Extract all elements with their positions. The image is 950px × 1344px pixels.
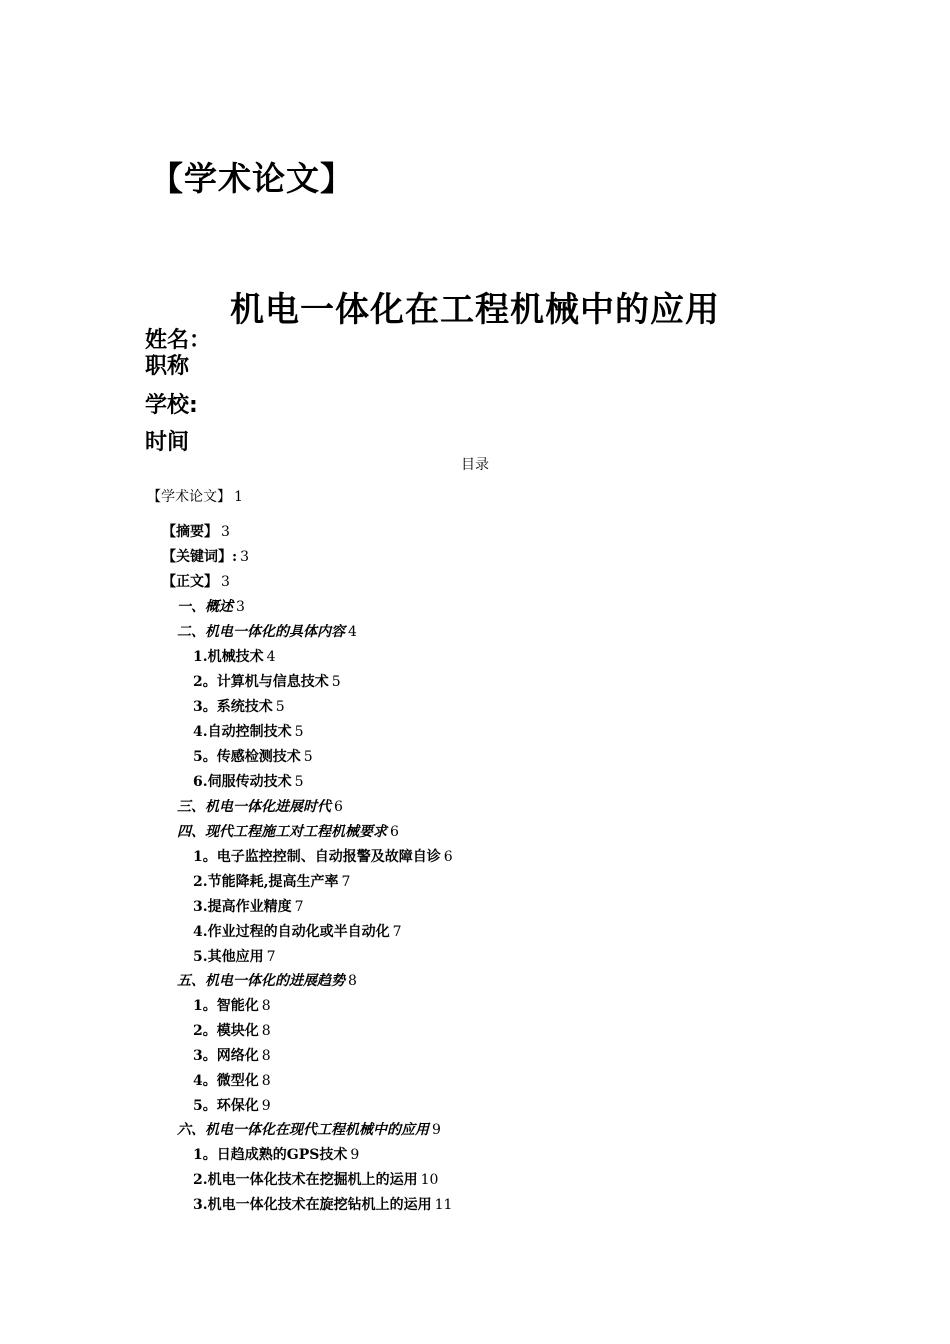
toc-entry-text: 【正文】 (162, 574, 218, 590)
toc-entry-text: 5.其他应用 (193, 949, 264, 965)
toc-entry[interactable] (193, 1047, 271, 1065)
toc-heading: 目录 (461, 457, 489, 473)
toc-entry-page: 5 (331, 674, 341, 690)
toc-entry[interactable] (147, 488, 243, 506)
toc-entry[interactable] (177, 1121, 441, 1139)
toc-entry[interactable] (193, 873, 350, 891)
toc-entry[interactable] (193, 923, 402, 941)
toc-entry[interactable] (193, 1146, 359, 1164)
document-title: 机电一体化在工程机械中的应用 (230, 290, 720, 330)
toc-entry-page: 3 (236, 599, 245, 615)
time-label: 时间 (145, 430, 190, 455)
toc-entry[interactable] (177, 972, 357, 990)
toc-entry-page: 7 (266, 949, 276, 965)
toc-entry-text: 2。模块化 (193, 1023, 259, 1039)
toc-entry-text: 六、机电一体化在现代工程机械中的应用 (177, 1122, 429, 1138)
toc-entry-page: 9 (432, 1122, 441, 1138)
toc-entry-page: 6 (443, 849, 453, 865)
toc-entry-page: 4 (348, 624, 357, 640)
toc-entry[interactable] (177, 598, 245, 616)
name-label: 姓名： (145, 328, 212, 353)
toc-entry-text: 二、机电一体化的具体内容 (177, 624, 345, 640)
toc-entry-text: 四、现代工程施工对工程机械要求 (177, 824, 387, 840)
toc-entry-text: 1。日趋成熟的GPS技术 (193, 1147, 348, 1163)
toc-entry[interactable] (177, 823, 399, 841)
toc-entry[interactable] (177, 623, 357, 641)
toc-entry-page: 6 (390, 824, 399, 840)
toc-entry[interactable] (193, 698, 285, 716)
toc-entry-page: 8 (261, 1023, 271, 1039)
toc-entry-page: 5 (303, 749, 313, 765)
toc-entry-text: 1。电子监控控制、自动报警及故障自诊 (193, 849, 441, 865)
toc-entry-page: 9 (261, 1098, 271, 1114)
toc-entry[interactable] (193, 898, 304, 916)
toc-entry[interactable] (193, 1196, 452, 1214)
toc-entry-page: 7 (341, 874, 351, 890)
toc-entry-text: 【学术论文】 (147, 489, 231, 505)
toc-entry[interactable] (162, 523, 230, 541)
toc-entry-text: 5。传感检测技术 (193, 749, 301, 765)
toc-entry-text: 4。微型化 (193, 1073, 259, 1089)
toc-entry[interactable] (193, 748, 313, 766)
toc-entry-page: 5 (294, 774, 304, 790)
toc-entry-page: 5 (275, 699, 285, 715)
toc-entry[interactable] (193, 723, 304, 741)
toc-entry[interactable] (193, 773, 304, 791)
toc-entry[interactable] (193, 1022, 271, 1040)
toc-entry-page: 9 (350, 1147, 360, 1163)
toc-entry-text: 1。智能化 (193, 998, 259, 1014)
toc-entry-page: 3 (221, 524, 230, 540)
toc-entry-text: 【关键词】: (162, 549, 238, 565)
toc-entry[interactable] (177, 798, 343, 816)
toc-entry-text: 1.机械技术 (193, 649, 264, 665)
toc-entry-text: 4.自动控制技术 (193, 724, 292, 740)
toc-entry-page: 4 (266, 649, 276, 665)
toc-entry-page: 3 (221, 574, 230, 590)
toc-entry-text: 一、概述 (177, 599, 233, 615)
toc-entry[interactable] (193, 1097, 271, 1115)
toc-entry-text: 5。环保化 (193, 1098, 259, 1114)
toc-entry-text: 3.提高作业精度 (193, 899, 292, 915)
toc-entry[interactable] (193, 997, 271, 1015)
toc-entry-text: 三、机电一体化进展时代 (177, 799, 331, 815)
toc-entry-page: 7 (392, 924, 402, 940)
toc-entry-page: 3 (240, 549, 250, 565)
toc-entry-page: 6 (334, 799, 343, 815)
school-label: 学校: (145, 393, 198, 418)
toc-entry[interactable] (193, 948, 276, 966)
toc-entry-text: 3.机电一体化技术在旋挖钻机上的运用 (193, 1197, 432, 1213)
toc-entry-page: 1 (234, 489, 243, 505)
toc-entry-page: 7 (294, 899, 304, 915)
toc-entry[interactable] (193, 648, 276, 666)
toc-entry-text: 4.作业过程的自动化或半自动化 (193, 924, 390, 940)
rank-label: 职称 (145, 354, 190, 379)
toc-entry-text: 3。系统技术 (193, 699, 273, 715)
toc-entry[interactable] (193, 1171, 438, 1189)
toc-entry-text: 五、机电一体化的进展趋势 (177, 973, 345, 989)
toc-entry[interactable] (193, 673, 341, 691)
toc-entry-page: 8 (348, 973, 357, 989)
toc-entry-text: 2.机电一体化技术在挖掘机上的运用 (193, 1172, 418, 1188)
toc-entry[interactable] (162, 573, 230, 591)
toc-entry-text: 3。网络化 (193, 1048, 259, 1064)
toc-entry-page: 11 (434, 1197, 453, 1213)
toc-entry-page: 8 (261, 998, 271, 1014)
toc-entry-page: 8 (261, 1048, 271, 1064)
document-type-tag: 【学术论文】 (150, 159, 354, 198)
toc-entry[interactable] (162, 548, 249, 566)
toc-entry-page: 5 (294, 724, 304, 740)
toc-entry-text: 【摘要】 (162, 524, 218, 540)
toc-entry[interactable] (193, 1072, 271, 1090)
toc-entry-text: 6.伺服传动技术 (193, 774, 292, 790)
toc-entry-page: 8 (261, 1073, 271, 1089)
toc-entry[interactable] (193, 848, 453, 866)
toc-entry-text: 2.节能降耗,提高生产率 (193, 874, 339, 890)
toc-entry-text: 2。计算机与信息技术 (193, 674, 329, 690)
toc-entry-page: 10 (420, 1172, 439, 1188)
